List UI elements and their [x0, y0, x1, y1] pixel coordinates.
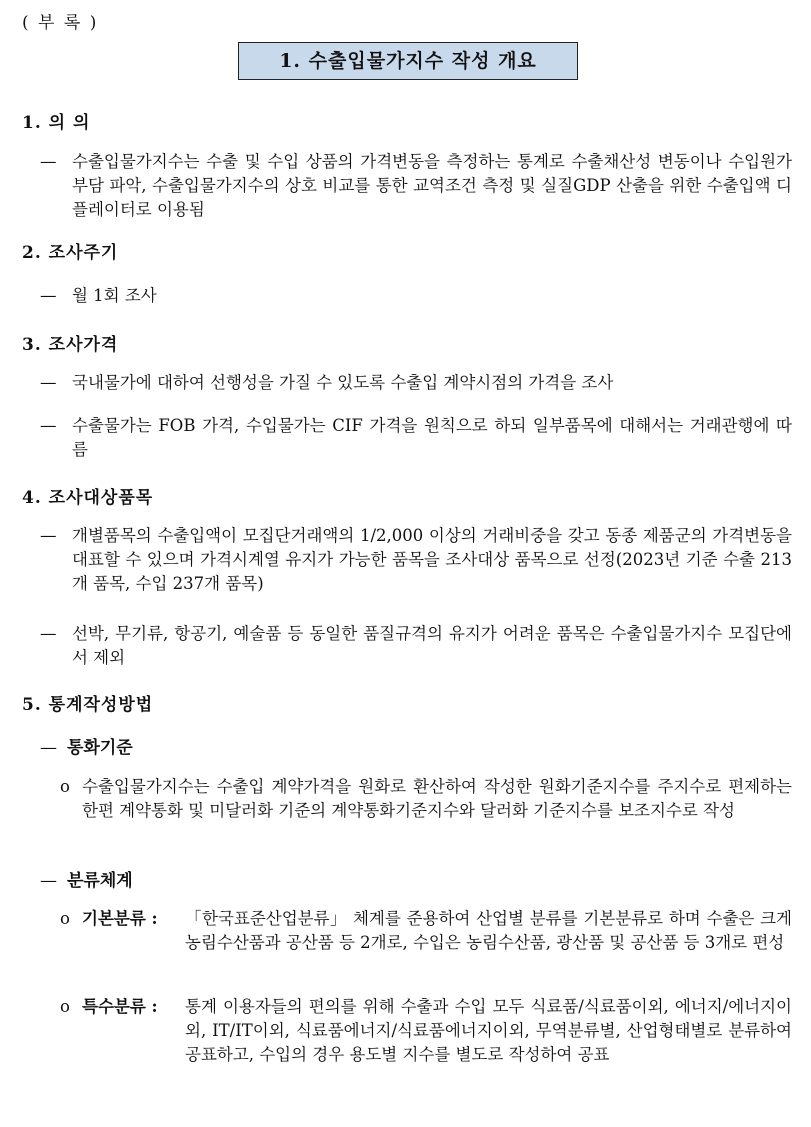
bullet-marker: o [60, 997, 70, 1016]
item-text: 월 1회 조사 [72, 286, 157, 305]
list-item [40, 284, 792, 308]
bullet-marker: o [60, 777, 70, 796]
item-text: 선박, 무기류, 항공기, 예술품 등 동일한 품질규격의 유지가 어려운 품목은 수출입물가지수 모집단에서 제외 [72, 624, 792, 667]
dash-marker: — [40, 416, 57, 435]
section-heading-cycle: 2. 조사주기 [22, 243, 119, 263]
item-text: 개별품목의 수출입액이 모집단거래액의 1/2,000 이상의 거래비중을 갖고 동종 제품군의 가격변동을 대표할 수 있으며 가격시계열 유지가 가능한 품목을 조사대상 품목으로 선정(2023년 기준 수출 213개 품목, 수입 237개 품목) [72, 526, 792, 593]
basic-classification-label: 기본분류 : [82, 909, 158, 928]
list-item [60, 775, 792, 823]
item-text: 국내물가에 대하여 선행성을 가질 수 있도록 수출입 계약시점의 가격을 조사 [72, 373, 614, 392]
dash-marker: — [40, 624, 57, 643]
list-item [40, 150, 792, 222]
item-text: 통계 이용자들의 편의를 위해 수출과 수입 모두 식료품/식료품이외, 에너지/에너지이외, IT/IT이외, 식료품에너지/식료품에너지이외, 무역분류별, 산업형태별로 분류하여 공표하고, 수입의 경우 용도별 지수를 별도로 작성하여 공표 [185, 997, 792, 1064]
subheading-text: 분류체계 [67, 871, 133, 891]
item-text: 수출입물가지수는 수출입 계약가격을 원화로 환산하여 작성한 원화기준지수를 주지수로 편제하는 한편 계약통화 및 미달러화 기준의 계약통화기준지수와 달러화 기준지수를 보조지수로 작성 [82, 777, 792, 820]
list-item [40, 371, 792, 395]
list-item [40, 622, 792, 670]
appendix-label: ( 부 록 ) [22, 13, 99, 33]
list-item [40, 414, 792, 462]
item-text: 수출물가는 FOB 가격, 수입물가는 CIF 가격을 원칙으로 하되 일부품목에 대해서는 거래관행에 따름 [72, 416, 792, 459]
dash-marker: — [40, 526, 57, 545]
dash-marker: — [40, 738, 57, 758]
subheading-currency [40, 733, 133, 758]
bullet-marker: o [60, 909, 70, 928]
section-heading-items: 4. 조사대상품목 [22, 488, 154, 508]
dash-marker: — [40, 373, 57, 392]
dash-marker: — [40, 286, 57, 305]
list-item [60, 995, 792, 1067]
subheading-classification [40, 866, 133, 891]
dash-marker: — [40, 871, 57, 891]
section-heading-method: 5. 통계작성방법 [22, 695, 154, 715]
list-item [60, 907, 792, 955]
section-heading-purpose: 1. 의 의 [22, 113, 91, 133]
page-title: 1. 수출입물가지수 작성 개요 [238, 42, 578, 80]
special-classification-label: 특수분류 : [82, 997, 158, 1016]
section-heading-price: 3. 조사가격 [22, 335, 119, 355]
list-item [40, 524, 792, 596]
subheading-text: 통화기준 [67, 738, 133, 758]
item-text: 수출입물가지수는 수출 및 수입 상품의 가격변동을 측정하는 통계로 수출채산성 변동이나 수입원가 부담 파악, 수출입물가지수의 상호 비교를 통한 교역조건 측정 및 실질GDP 산출을 위한 수출입액 디플레이터로 이용됨 [72, 152, 792, 219]
item-text: 「한국표준산업분류」 체계를 준용하여 산업별 분류를 기본분류로 하며 수출은 크게 농림수산품과 공산품 등 2개로, 수입은 농림수산품, 광산품 및 공산품 등 3개로 편성 [185, 909, 792, 952]
dash-marker: — [40, 152, 57, 171]
